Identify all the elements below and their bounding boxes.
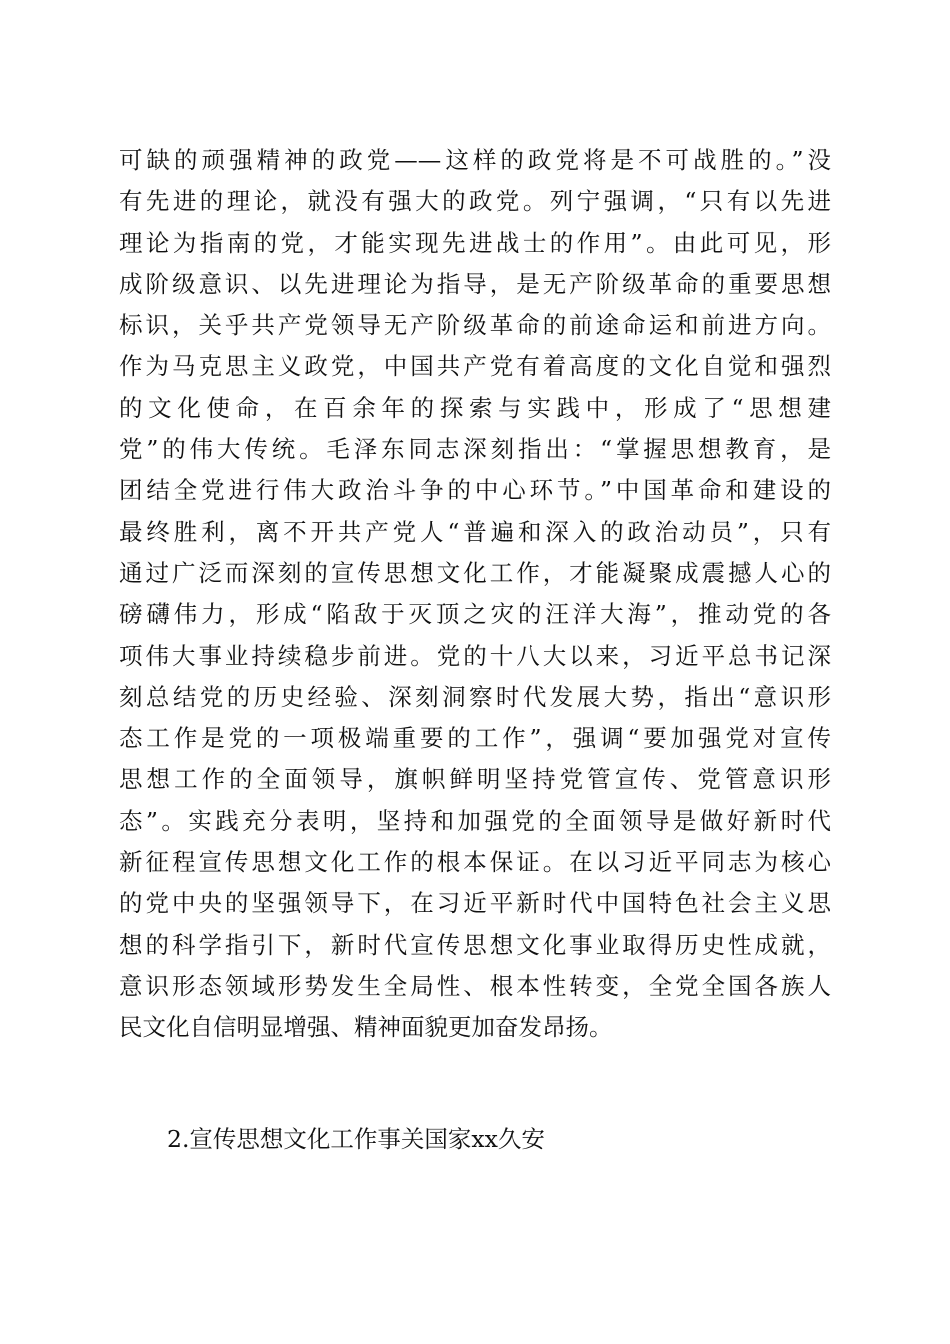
paragraph-line: 可缺的顽强精神的政党——这样的政党将是不可战胜的。”没 xyxy=(119,146,831,174)
paragraph-line: 理论为指南的党，才能实现先进战士的作用”。由此可见，形 xyxy=(119,228,831,257)
paragraph-line: 想的科学指引下，新时代宣传思想文化事业取得历史性成就， xyxy=(119,930,831,959)
paragraph-line: 通过广泛而深刻的宣传思想文化工作，才能凝聚成震撼人心的 xyxy=(119,558,831,587)
paragraph-line: 磅礴伟力，形成“陷敌于灭顶之灾的汪洋大海”，推动党的各 xyxy=(119,600,831,629)
paragraph-line: 团结全党进行伟大政治斗争的中心环节。”中国革命和建设的 xyxy=(119,476,831,505)
paragraph-line: 新征程宣传思想文化工作的根本保证。在以习近平同志为核心 xyxy=(119,848,831,877)
paragraph-line: 的党中央的坚强领导下，在习近平新时代中国特色社会主义思 xyxy=(119,889,831,918)
body-paragraph xyxy=(119,140,831,1049)
paragraph-line: 民文化自信明显增强、精神面貌更加奋发昂扬。 xyxy=(119,1013,613,1042)
paragraph-line: 成阶级意识、以先进理论为指导，是无产阶级革命的重要思想 xyxy=(119,269,831,298)
paragraph-line: 刻总结党的历史经验、深刻洞察时代发展大势，指出“意识形 xyxy=(119,682,831,711)
paragraph-line: 态工作是党的一项极端重要的工作”，强调“要加强党对宣传 xyxy=(119,724,831,753)
paragraph-line: 的文化使命，在百余年的探索与实践中，形成了“思想建 xyxy=(119,393,831,422)
paragraph-line: 标识，关乎共产党领导无产阶级革命的前途命运和前进方向。 xyxy=(119,311,831,340)
paragraph-line: 态”。实践充分表明，坚持和加强党的全面领导是做好新时代 xyxy=(119,806,831,835)
paragraph-line: 意识形态领域形势发生全局性、根本性转变，全党全国各族人 xyxy=(119,971,831,1000)
paragraph-line: 项伟大事业持续稳步前进。党的十八大以来，习近平总书记深 xyxy=(119,641,831,670)
paragraph-line: 党”的伟大传统。毛泽东同志深刻指出：“掌握思想教育，是 xyxy=(119,435,831,464)
paragraph-line: 最终胜利，离不开共产党人“普遍和深入的政治动员”，只有 xyxy=(119,517,831,546)
paragraph-line: 思想工作的全面领导，旗帜鲜明坚持党管宣传、党管意识形 xyxy=(119,765,831,794)
section-heading: 2.宣传思想文化工作事关国家xx久安 xyxy=(167,1125,545,1153)
paragraph-line: 作为马克思主义政党，中国共产党有着高度的文化自觉和强烈 xyxy=(119,352,831,381)
paragraph-line: 有先进的理论，就没有强大的政党。列宁强调，“只有以先进 xyxy=(119,187,831,216)
